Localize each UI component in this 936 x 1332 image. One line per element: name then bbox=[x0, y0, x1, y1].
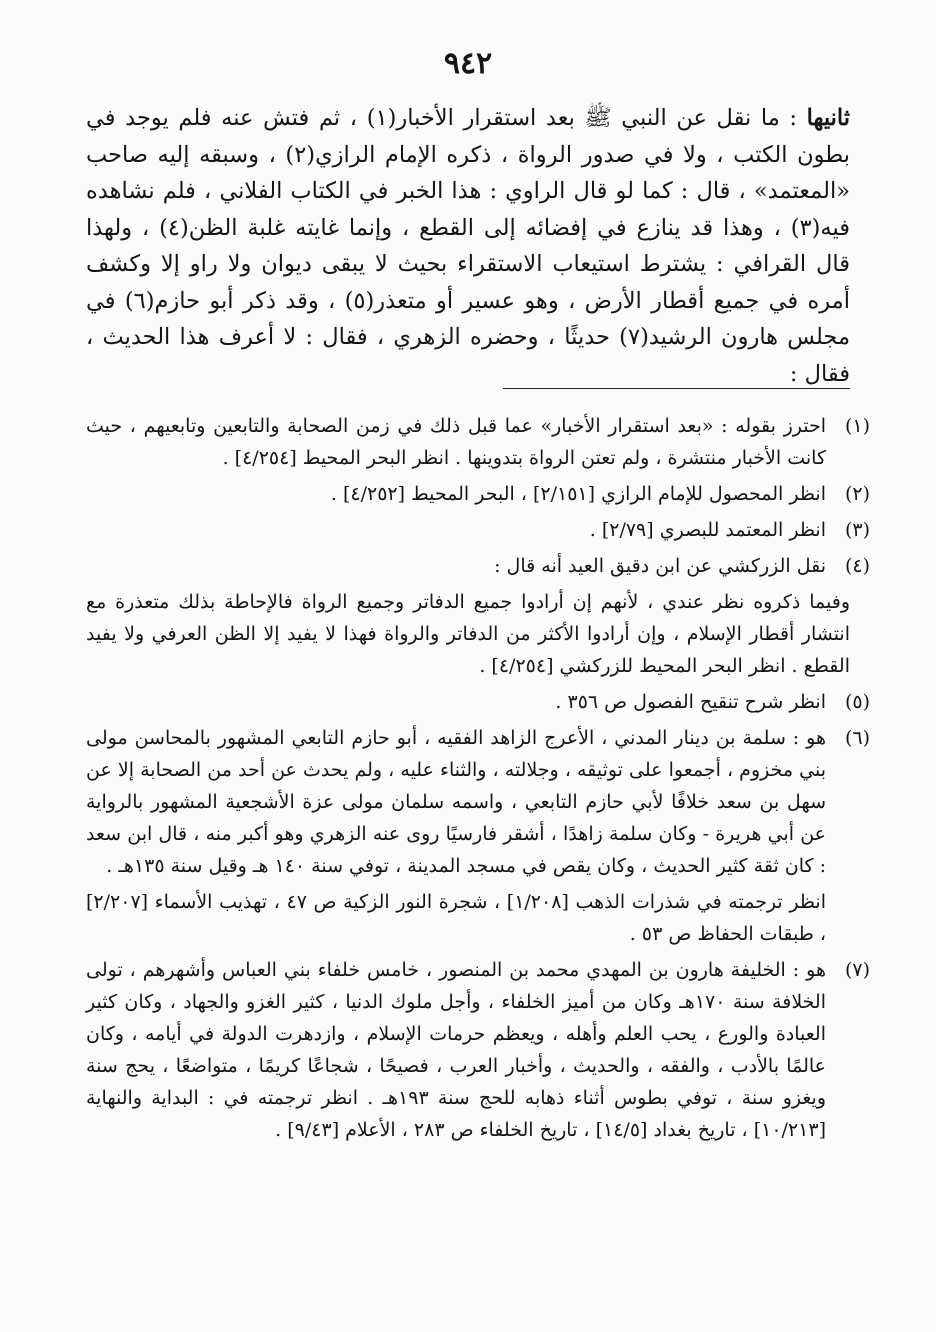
footnote-4 bbox=[86, 550, 870, 682]
footnote-quote: وفيما ذكروه نظر عندي ، لأنهم إن أرادوا جميع الدفاتر وجميع الرواة فالإحاطة بذلك متعذرة مع انتشار أقطار الإسلام ، وإن أرادوا الأكثر من الدفاتر والرواة فهذا لا يفيد إلا الظن العرفي ولا يفيد القطع . انظر البحر المحيط للزركشي [٤/٢٥٤] . bbox=[86, 591, 850, 677]
footnote-number: (٤) bbox=[844, 555, 870, 577]
footnote-text: هو : الخليفة هارون بن المهدي محمد بن المنصور ، خامس خلفاء بني العباس وأشهرهم ، تولى الخلافة سنة ١٧٠هـ وكان من أميز الخلفاء ، وأجل ملوك الدنيا ، كثير الغزو والجهاد ، وكان كثير العبادة والورع ، يحب العلم وأهله ، ويعظم حرمات الإسلام ، وازدهرت الدولة في أيامه ، وكان عالمًا بالأدب ، والفقه ، والحديث ، وأخبار العرب ، فصيحًا ، شجاعًا كريمًا ، متواضعًا ، يحج سنة ويغزو سنة ، توفي بطوس أثناء ذهابه للحج سنة ١٩٣هـ . انظر ترجمته في : البداية والنهاية [١٠/٢١٣] ، تاريخ بغداد [١٤/٥] ، تاريخ الخلفاء ص ٢٨٣ ، الأعلام [٩/٤٣] . bbox=[86, 959, 827, 1141]
footnote-text: نقل الزركشي عن ابن دقيق العيد أنه قال : bbox=[494, 555, 826, 577]
footnote-text: انظر المعتمد للبصري [٢/٧٩] . bbox=[589, 519, 826, 541]
footnote-number: (٥) bbox=[844, 691, 870, 713]
main-paragraph bbox=[86, 100, 850, 392]
footnote-number: (١) bbox=[844, 415, 870, 437]
footnote-5 bbox=[86, 686, 870, 718]
footnote-number: (٦) bbox=[844, 727, 870, 749]
paragraph-body: : ما نقل عن النبي ﷺ بعد استقرار الأخبار(١) ، ثم فتش عنه فلم يوجد في بطون الكتب ، ولا في صدور الرواة ، ذكره الإمام الرازي(٢) ، وسبقه إليه صاحب «المعتمد» ، قال : كما لو قال الراوي : هذا الخبر في الكتاب الفلاني ، فلم نشاهده فيه(٣) ، وهذا قد ينازع في إفضائه إلى القطع ، وإنما غايته غلبة الظن(٤) ، ولهذا قال القرافي : يشترط استيعاب الاستقراء بحيث لا يبقى ديوان ولا راو إلا وكشف أمره في جميع أقطار الأرض ، وهو عسير أو متعذر(٥) ، وقد ذكر أبو حازم(٦) في مجلس هارون الرشيد(٧) حديثًا ، وحضره الزهري ، فقال : لا أعرف هذا الحديث ، فقال : bbox=[86, 105, 851, 387]
paragraph-lead: ثانيها bbox=[806, 105, 851, 131]
footnote-number: (٣) bbox=[844, 519, 870, 541]
footnote-text: انظر المحصول للإمام الرازي [٢/١٥١] ، البحر المحيط [٤/٢٥٢] . bbox=[330, 483, 826, 505]
footnote-text: احترز بقوله : «بعد استقرار الأخبار» عما قبل ذلك في زمن الصحابة والتابعين وتابعيهم ، حيث كانت الأخبار منتشرة ، ولم تعتن الرواة بتدوينها . انظر البحر المحيط [٤/٢٥٤] . bbox=[86, 415, 826, 469]
footnotes bbox=[86, 410, 870, 1150]
footnote-references: انظر ترجمته في شذرات الذهب [١/٢٠٨] ، شجرة النور الزكية ص ٤٧ ، تهذيب الأسماء [٢/٢٠٧] ، طبقات الحفاظ ص ٥٣ . bbox=[86, 891, 826, 945]
footnote-number: (٢) bbox=[844, 483, 870, 505]
footnote-6 bbox=[86, 722, 870, 950]
footnote-1 bbox=[86, 410, 870, 474]
footnote-separator bbox=[503, 388, 850, 389]
footnote-text: هو : سلمة بن دينار المدني ، الأعرج الزاهد الفقيه ، أبو حازم التابعي المشهور بالمحاسن مولى بني مخزوم ، أجمعوا على توثيقه ، وجلالته ، والثناء عليه ، ولم يحدث عن أحد من الصحابة إلا عن سهل بن سعد خلافًا لأبي حازم التابعي ، واسمه سلمان مولى عزة الأشجعية المشهور بالرواية عن أبي هريرة - وكان سلمة زاهدًا ، أشقر فارسيًا روى عنه الزهري وهو أكبر منه ، قال ابن سعد : كان ثقة كثير الحديث ، وكان يقص في مسجد المدينة ، توفي سنة ١٤٠ هـ وقيل سنة ١٣٥هـ . bbox=[86, 727, 826, 877]
footnote-number: (٧) bbox=[844, 959, 870, 981]
footnote-2 bbox=[86, 478, 870, 510]
main-text bbox=[86, 100, 850, 392]
page-number: ٩٤٢ bbox=[443, 46, 493, 81]
footnote-3 bbox=[86, 514, 870, 546]
footnote-text: انظر شرح تنقيح الفصول ص ٣٥٦ . bbox=[555, 691, 826, 713]
footnote-7 bbox=[86, 954, 870, 1146]
